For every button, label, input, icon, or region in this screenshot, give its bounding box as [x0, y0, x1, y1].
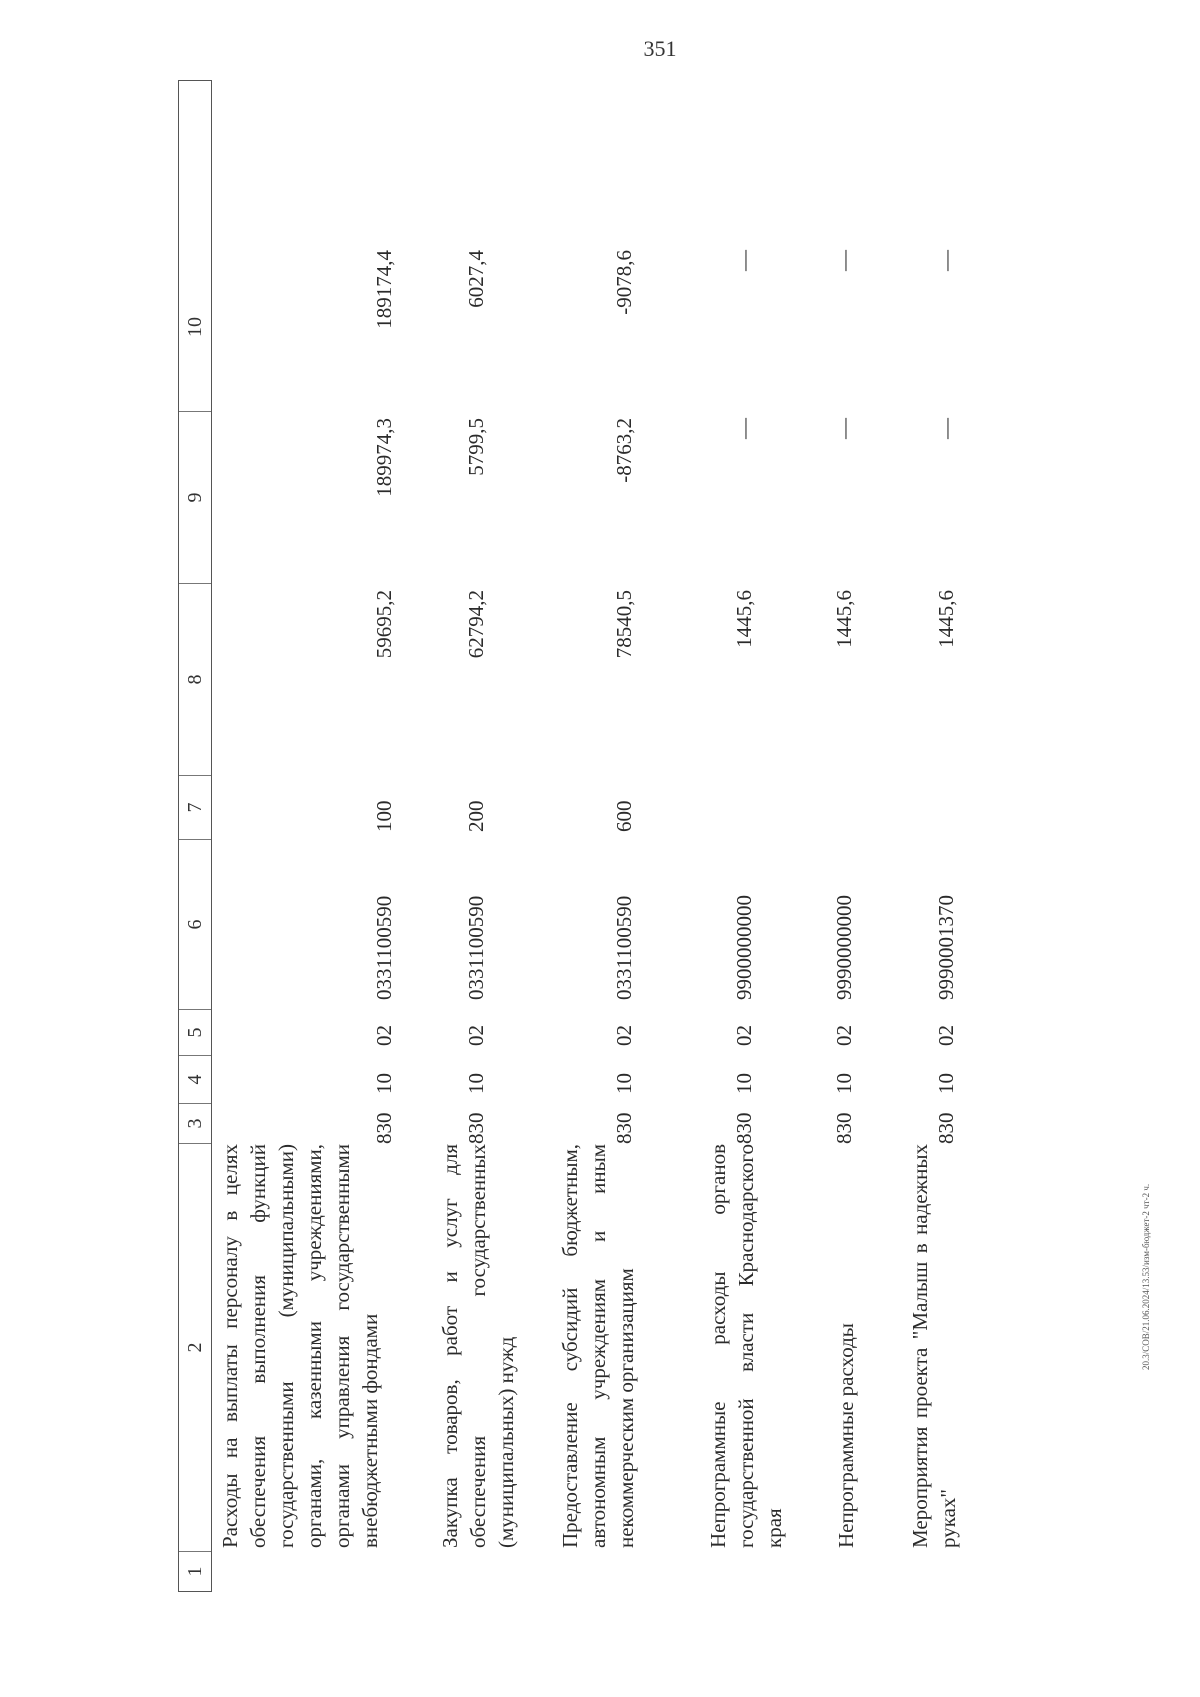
cell-col4: 10 — [732, 1073, 756, 1094]
row-name: Закупка товаров, работ и услуг для обеспечения государственных (муниципальных) нужд — [438, 1144, 518, 1548]
table-row — [212, 80, 408, 1592]
cell-col3: 830 — [372, 1112, 396, 1144]
cell-col4: 10 — [612, 1073, 636, 1094]
cell-col1 — [876, 1552, 972, 1592]
cell-col3: 830 — [934, 1112, 958, 1144]
cell-col4: 10 — [372, 1073, 396, 1094]
cell-col5: 02 — [612, 1025, 636, 1046]
cell-col5: 02 — [464, 1025, 488, 1046]
cell-col8: 1445,6 — [934, 590, 958, 648]
cell-col6: 9900000000 — [732, 895, 756, 1000]
column-header-1: 1 — [179, 1551, 211, 1591]
table-row — [808, 80, 876, 1592]
cell-col9: -8763,2 — [612, 418, 636, 483]
cell-col6: 9990001370 — [934, 895, 958, 1000]
column-header-5: 5 — [179, 1009, 211, 1055]
empty-dash: — — [732, 418, 756, 439]
cell-col1 — [536, 1552, 684, 1592]
cell-col7: 200 — [464, 800, 488, 832]
footer-document-code: 20.3/СОВ/21.06.2024/13.53/изм-бюджет-2 чт-2 ч. — [1141, 1183, 1151, 1370]
column-header-10: 10 — [184, 317, 206, 337]
cell-col3: 830 — [464, 1112, 488, 1144]
cell-col10: 6027,4 — [464, 250, 488, 308]
column-header-2: 2 — [179, 1143, 211, 1551]
row-name: Непрограммные расходы органов государственной власти Краснодарского края — [706, 1144, 786, 1548]
empty-dash: — — [934, 418, 958, 439]
column-header-7: 7 — [179, 775, 211, 839]
cell-col9 — [808, 412, 876, 584]
table-header-row — [178, 80, 212, 1592]
empty-dash: — — [832, 250, 856, 271]
cell-col7: 600 — [612, 800, 636, 832]
cell-col6: 0331100590 — [372, 895, 396, 1000]
row-name: Непрограммные расходы — [834, 1323, 858, 1548]
cell-col4: 10 — [832, 1073, 856, 1094]
cell-col10 — [684, 244, 808, 412]
column-header-8: 8 — [179, 583, 211, 775]
cell-col10 — [808, 244, 876, 412]
column-header-6: 6 — [179, 839, 211, 1009]
cell-col8: 78540,5 — [612, 590, 636, 659]
cell-col8: 59695,2 — [372, 590, 396, 659]
page-number: 351 — [643, 36, 677, 61]
budget-table — [178, 80, 1078, 1592]
cell-col7: 100 — [372, 800, 396, 832]
cell-col9 — [876, 412, 972, 584]
cell-col7 — [808, 776, 876, 840]
cell-col5: 02 — [934, 1025, 958, 1046]
row-name: Мероприятия проекта "Малыш в надежных руках" — [908, 1144, 960, 1548]
cell-col3: 830 — [732, 1112, 756, 1144]
column-header-4: 4 — [179, 1055, 211, 1103]
cell-col4: 10 — [934, 1073, 958, 1094]
row-name: Расходы на выплаты персоналу в целях обеспечения выполнения функций государственными (муниципальными) органами, казенными учреждениями, органами управления государственными внебюджетными фондами — [218, 1144, 382, 1548]
empty-dash: — — [832, 418, 856, 439]
column-header-3: 3 — [179, 1103, 211, 1143]
empty-dash: — — [732, 250, 756, 271]
cell-col3: 830 — [612, 1112, 636, 1144]
cell-col10: 189174,4 — [372, 250, 396, 329]
cell-col8: 62794,2 — [464, 590, 488, 659]
cell-col5: 02 — [372, 1025, 396, 1046]
table-row — [536, 80, 684, 1592]
cell-col5: 02 — [732, 1025, 756, 1046]
cell-col9: 189974,3 — [372, 418, 396, 497]
cell-col3: 830 — [832, 1112, 856, 1144]
cell-col6: 0331100590 — [464, 895, 488, 1000]
row-name: Предоставление субсидий бюджетным, автономным учреждениям и иным некоммерческим организациям — [558, 1144, 638, 1548]
cell-col1 — [408, 1552, 536, 1592]
cell-col8: 1445,6 — [832, 590, 856, 648]
table-row — [684, 80, 808, 1592]
cell-col1 — [808, 1552, 876, 1592]
cell-col6: 9990000000 — [832, 895, 856, 1000]
column-header-9: 9 — [179, 411, 211, 583]
cell-col9 — [684, 412, 808, 584]
empty-dash: — — [934, 250, 958, 271]
cell-col1 — [684, 1552, 808, 1592]
table-row — [876, 80, 972, 1592]
cell-col5: 02 — [832, 1025, 856, 1046]
cell-col10: -9078,6 — [612, 250, 636, 315]
cell-col1 — [212, 1552, 408, 1592]
cell-col10 — [876, 244, 972, 412]
cell-col7 — [684, 776, 808, 840]
cell-col6: 0331100590 — [612, 895, 636, 1000]
cell-col7 — [876, 776, 972, 840]
cell-col8: 1445,6 — [732, 590, 756, 648]
table-row — [408, 80, 536, 1592]
cell-col4: 10 — [464, 1073, 488, 1094]
cell-col9: 5799,5 — [464, 418, 488, 476]
